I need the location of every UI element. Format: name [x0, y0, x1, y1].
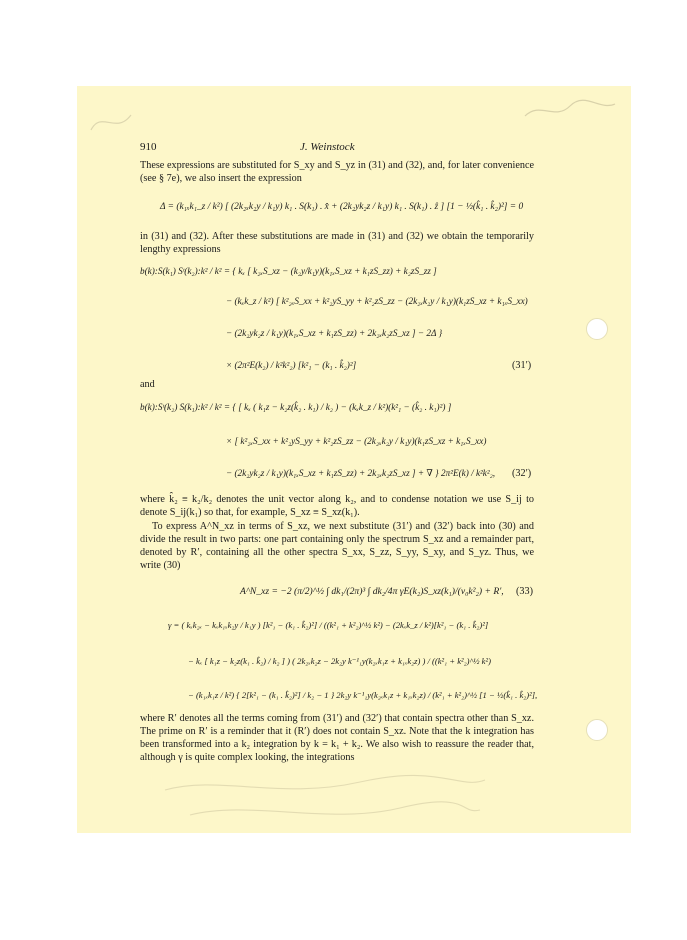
equation-number: (32′): [512, 468, 532, 479]
equation-31-line: × (2π²E(k₂) / k²k²₂) [k²₁ − (k₁ . k̂₂)²]: [226, 360, 357, 370]
pencil-scribble-svg: [86, 100, 146, 140]
pencil-scribble: [86, 100, 146, 144]
running-title: J. Weinstock: [300, 141, 355, 153]
pencil-scribble-svg: [520, 96, 620, 126]
pencil-scribble-svg: [160, 770, 490, 830]
paragraph: in (31) and (32). After these substitutions are made in (31) and (32) we obtain the temporarily lengthy expressions: [140, 231, 534, 255]
equation-32-line: − (2k₂yk₂z / k₁y)(k₁ₓS_xz + k₁zS_zz) + 2k₂ₓk₂zS_xz ] + ∇ } 2π²E(k) / k²k²₂,: [226, 468, 496, 478]
punch-hole: [586, 318, 608, 340]
equation-gamma-line: − kₓ [ k₁z − k₂z(k₁ . k̂₂) / k₂ ] ) ( 2k₂ₓk₂z − 2k₂y k⁻¹₁y(k₂ₓk₁z + k₁ₓk₂z) ) / ((k²₁ + k²₂)^½ k²): [188, 656, 491, 666]
page-number: 910: [140, 141, 157, 153]
punch-hole: [586, 719, 608, 741]
equation-delta: Δ = (k₁ₓk₁_z / k²) [ (2k₂ₓk₂y / k₁y) k₁ . S(k₁) . x̂ + (2k₂yk₂z / k₁y) k₁ . S(k₁) . ẑ ] [1 − ½(k̂₁ . k̂₂)²] = 0: [160, 202, 524, 212]
pencil-scribble: [520, 96, 620, 130]
equation-31-line: b(k):S(k₁) Sᵗ(k₂):k² / k² = { kₓ [ k₂ₓS_xz − (k₂y/k₁y)(k₁ₓS_xz + k₁zS_zz) + k₂zS_zz ]: [140, 266, 437, 276]
paragraph: To express A^N_xz in terms of S_xz, we next substitute (31′) and (32′) back into (30) and divide the result in two parts: one part containing only the spectrum S_xz and a remainder part, denoted by R′, containing all the other spectra S_xx, S_zz, S_yy, S_xy, and S_yz. Thus, we write (30): [140, 521, 534, 571]
equation-number: (33): [516, 586, 533, 597]
pencil-scribble: [160, 770, 490, 834]
equation-gamma-line: − (k₁ₓk₁z / k²) { 2[k²₁ − (k₁ . k̂₂)²] / k₂ − 1 } 2k₂y k⁻¹₁y(k₂ₓk₁z + k₁ₓk₂z) / (k²₁ + k²₂)^½ [1 − ½(k̂₁ . k̂₂)²],: [188, 690, 538, 700]
equation-gamma-line: γ = ( kₓk₂ₓ − kₓk₁ₓk₂y / k₁y ) [k²₁ − (k₁ . k̂₂)²] / ((k²₁ + k²₂)^½ k²) − (2kₓk_z / k²)[k²₁ − (k₁ . k̂₂)²]: [168, 620, 489, 630]
connector-text: and: [140, 379, 155, 390]
paragraph: These expressions are substituted for S_xy and S_yz in (31) and (32), and, for later convenience (see § 7e), we also insert the expression: [140, 160, 534, 184]
paragraph: where R′ denotes all the terms coming from (31′) and (32′) that contain spectra other than S_xz. The prime on R′ is a reminder that it (R′) does not contain S_xz. Note that the k integration has been transformed into a k₂ integration by k = k₁ + k₂. We also wish to reassure the reader that, although γ is quite complex looking, the integrations: [140, 713, 534, 763]
equation-31-line: − (kₓk_z / k²) [ k²₂ₓS_xx + k²₂yS_yy + k²₂zS_zz − (2k₂ₓk₂y / k₁y)(k₁zS_xz + k₁ₓS_xx): [226, 296, 528, 306]
paragraph: where k̂₂ ≡ k₂/k₂ denotes the unit vector along k₂, and to condense notation we use S_ij to denote S_ij(k₁) so that, for example, S_xz ≡ S_xz(k₁).: [140, 494, 534, 518]
equation-32-line: b(k):Sᵗ(k₂) S(k₁):k² / k² = { [ kₓ ( k₁z − k₂z(k̂₂ . k₁) / k₂ ) − (kₓk_z / k²)(k²₁ − (k̂₂ . k₁)²) ]: [140, 402, 452, 412]
equation-33: A^N_xz = −2 (π/2)^½ ∫ dk₁/(2π)³ ∫ dk₂/4π γE(k₂)S_xz(k₁)/(v₀k²₂) + R′,: [240, 586, 504, 597]
equation-31-line: − (2k₂yk₂z / k₁y)(k₁ₓS_xz + k₁zS_zz) + 2k₂ₓk₂zS_xz ] − 2Δ }: [226, 328, 443, 338]
equation-number: (31′): [512, 360, 532, 371]
equation-32-line: × [ k²₂ₓS_xx + k²₂yS_yy + k²₂zS_zz − (2k₂ₓk₂y / k₁y)(k₁zS_xz + k₁ₓS_xx): [226, 436, 487, 446]
